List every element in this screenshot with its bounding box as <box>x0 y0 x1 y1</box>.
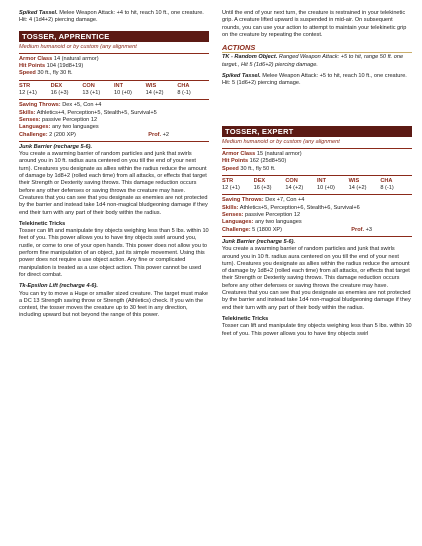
ability-head: DEX <box>253 177 266 184</box>
ability-head: CON <box>82 82 95 89</box>
spiked-tassel-name: Spiked Tassel. <box>222 73 261 80</box>
expert-saves: Saving Throws: Dex +7, Con +4 <box>222 197 305 204</box>
spiked-tassel-entry <box>19 10 209 25</box>
tk-random-object-name: TK - Random Object. <box>222 54 278 61</box>
spiked-tassel-text: Melee Weapon Attack: +5 to hit, reach 10 ft., one creature. Hit: 5 (1d6+2) piercing damage. <box>222 73 407 87</box>
expert-speed: Speed 30 ft., fly 50 ft. <box>222 165 276 172</box>
expert-senses: Senses: passive Perception 12 <box>222 212 301 219</box>
expert-challenge-row: Challenge: 5 (1800 XP) Prof. +3 <box>222 226 372 233</box>
spiked-tassel-text: Melee Weapon Attack: +4 to hit, reach 10 ft., one creature. Hit: 4 (1d4+2) piercing damage. <box>19 10 204 24</box>
expert-skills: Skills: Athletics+5, Perception+6, Stealth+6, Survival+6 <box>222 204 360 211</box>
expert-ability-scores <box>222 178 412 193</box>
expert-title: TOSSER, EXPERT <box>222 126 412 137</box>
divider <box>222 194 412 195</box>
ability-head: STR <box>222 177 234 184</box>
expert-tele-name: Telekinetic Tricks <box>222 315 269 322</box>
ability-value: 8 (-1) <box>177 90 191 97</box>
ability-head: WIS <box>145 82 157 89</box>
ability-value: 14 (+2) <box>145 90 164 97</box>
ability-value: 10 (+0) <box>316 185 335 192</box>
expert-ac: Armor Class 15 (natural armor) <box>222 150 302 157</box>
divider <box>222 236 412 237</box>
apprentice-ability-scores <box>19 83 209 98</box>
divider <box>19 99 209 100</box>
expert-junk-name: Junk Barrier (recharge 5-6). <box>222 238 296 245</box>
ability-head: INT <box>316 177 326 184</box>
ability-head: CHA <box>380 177 393 184</box>
apprentice-senses: Senses: passive Perception 12 <box>19 116 98 123</box>
divider <box>222 175 412 176</box>
divider <box>19 141 209 142</box>
expert-subtitle: Medium humanoid or by custom (any alignment <box>222 138 340 145</box>
apprentice-skills: Skills: Athletics+4, Perception+5, Stealth+5, Survival+5 <box>19 109 157 116</box>
ability-value: 14 (+2) <box>348 185 367 192</box>
apprentice-ac: Armor Class 14 (natural armor) <box>19 55 99 62</box>
ability-value: 12 (+1) <box>222 185 240 192</box>
divider <box>222 148 412 149</box>
ability-value: 12 (+1) <box>19 90 37 97</box>
ability-value: 16 (+3) <box>50 90 69 97</box>
ability-value: 14 (+2) <box>285 185 304 192</box>
apprentice-saves: Saving Throws: Dex +5, Con +4 <box>19 102 102 109</box>
apprentice-languages: Languages: any two languages <box>19 124 99 131</box>
expert-languages: Languages: any two languages <box>222 219 302 226</box>
actions-heading: ACTIONS <box>222 44 412 53</box>
apprentice-junk-name: Junk Barrier (recharge 5-6). <box>19 143 93 150</box>
ability-value: 13 (+1) <box>82 90 101 97</box>
apprentice-title: TOSSER, APPRENTICE <box>19 31 209 42</box>
left-column <box>19 10 209 320</box>
apprentice-subtitle: Medium humanoid or by custom (any alignment <box>19 43 137 50</box>
ability-value: 8 (-1) <box>380 185 394 192</box>
spiked-tassel-name: Spiked Tassel. <box>19 10 58 16</box>
apprentice-tele-text: Tosser can lift and manipulate tiny objects weighing less than 5 lbs. within 10 feet of you. This power allows you to have tiny objects swirl around you, rustle, or come to one of your open hands. This power does not allow you to perform fine manipulation of an object, just its simple movement. Using this power does not require a use object action. Any fine or complicated manipulation is treated as a use object action. This power cannot be used for direct combat. <box>19 228 209 278</box>
tk-random-object-text: Ranged Weapon Attack: +5 to hit, range 50 ft. one target., Hit 5 (1d6+2) piercing damage. <box>222 54 404 68</box>
expert-tele-text: Tosser can lift and manipulate tiny objects weighing less than 5 lbs. within 10 feet of you. This power allows you to have tiny objects swirl <box>222 323 412 337</box>
ability-value: 10 (+0) <box>113 90 132 97</box>
ability-head: CHA <box>177 82 190 89</box>
ability-head: STR <box>19 82 31 89</box>
tk-random-object-entry <box>222 54 412 69</box>
apprentice-lift-name: Tk-Epsilon Lift (recharge 4-6). <box>19 283 98 290</box>
ability-value: 16 (+3) <box>253 185 272 192</box>
apprentice-hp: Hit Points 104 (19d8+19) <box>19 63 84 70</box>
divider <box>19 80 209 81</box>
ability-head: DEX <box>50 82 63 89</box>
ability-head: CON <box>285 177 298 184</box>
expert-junk-text: You create a swarming barrier of random particles and junk that swirls around you in 10 ft. radius aura centered on you till the end of your next turn). Creatures you designate as allies within the radius reduce the amount of damage by 1d8+2 (rolled each time) from all attacks, or effects that target their Strength or Dexterity saving throws. This damage reduction occurs before any other defenses or saving throws the creature may have. Creatures that you can see that you designate as enemies are not protected by the barrier and instead take 1d4 non-magical bludgeoning damage if they end their turn with any part of their body within the radius. <box>222 246 411 311</box>
right-column <box>222 10 412 338</box>
lift-continuation-text: Until the end of your next turn, the creature is restrained in your telekinetic grip. A creature lifted upward is suspended in mid-air. On subsequent rounds, you can use your action to attempt to maintain your telekinetic grip on the creature by repeating the contest. <box>222 10 407 38</box>
apprentice-speed: Speed 30 ft., fly 30 ft. <box>19 70 73 77</box>
apprentice-challenge-row: Challenge: 2 (200 XP) Prof. +2 <box>19 131 169 138</box>
apprentice-junk-text: You create a swarming barrier of random particles and junk that swirls around you in 10 ft. radius aura centered on you till the end of your next turn). Creatures you designate as allies within the radius reduce the amount of damage by 1d8+2 (rolled each time) from all attacks, or effects that target their Strength or Dexterity saving throws. This damage reduction occurs before any other defenses or saving throws the creature may have. Creatures that you can see that you designate as enemies are not protected by the barrier and instead take 1d4 non-magical bludgeoning damage if they end their turn with any part of their body within the radius. <box>19 151 208 216</box>
apprentice-tele-name: Telekinetic Tricks <box>19 220 66 227</box>
divider <box>19 53 209 54</box>
spiked-tassel-entry <box>222 73 412 88</box>
ability-head: INT <box>113 82 123 89</box>
apprentice-lift-text: You can try to move a Huge or smaller sized creature. The target must make a DC 13 Strength saving throw or Strength (Athletics) check. If you win the contest, the tosser moves the creature up to 30 feet in any direction, including upward but not beyond the range of this power. <box>19 290 209 319</box>
expert-hp: Hit Points 162 (25d8+50) <box>222 158 287 165</box>
ability-head: WIS <box>348 177 360 184</box>
